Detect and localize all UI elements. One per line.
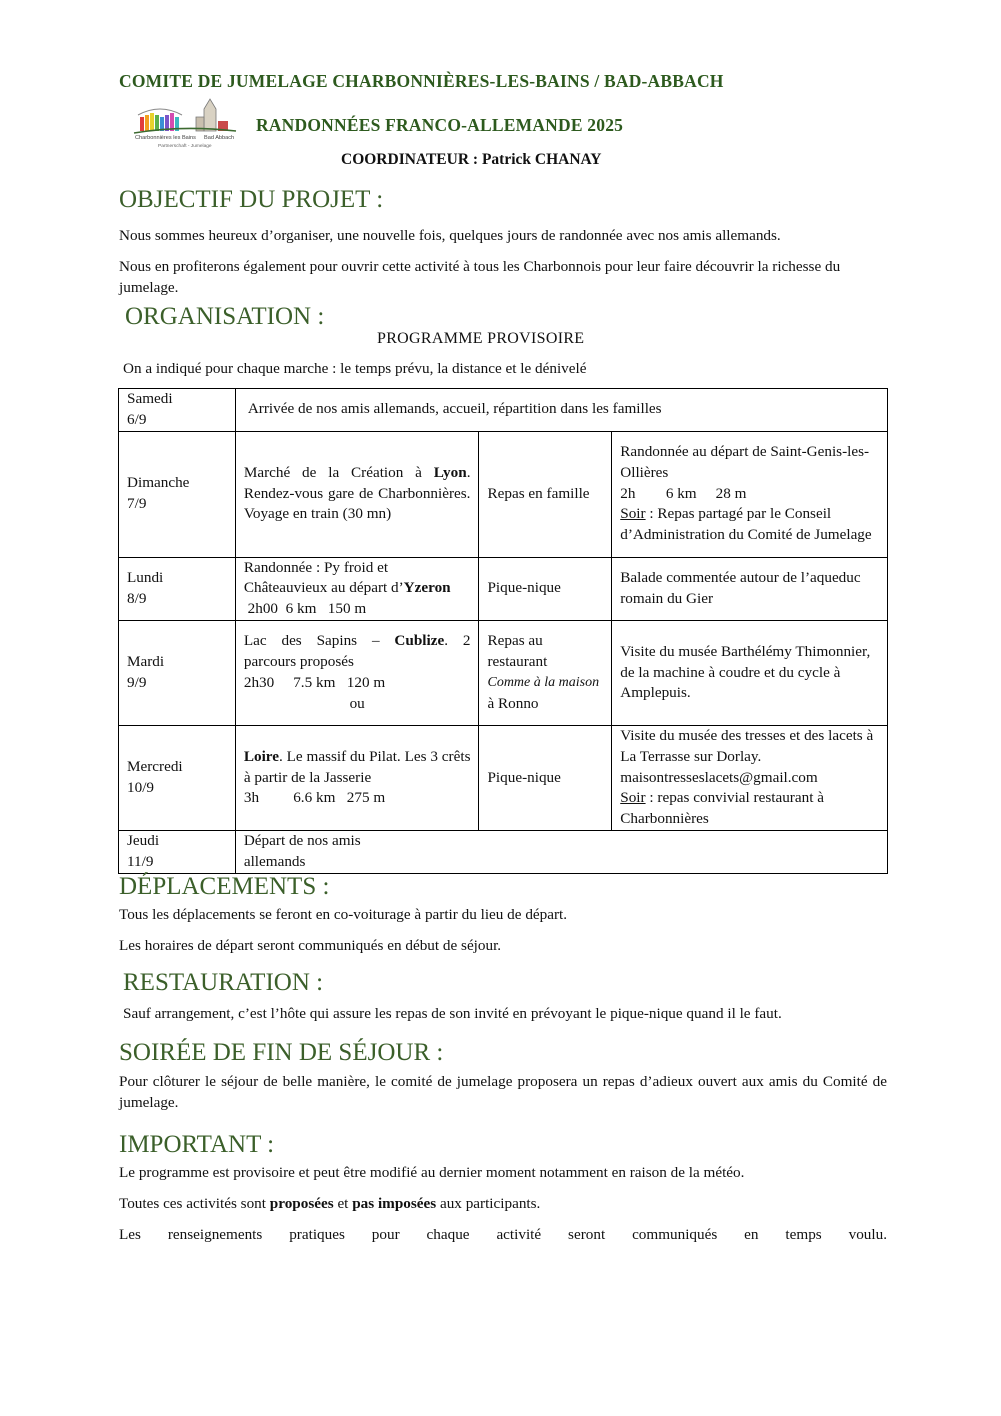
- table-row-jeudi: [119, 830, 888, 873]
- logo-right-text: Bad Abbach: [204, 135, 235, 141]
- table-row-lundi: [119, 557, 888, 620]
- activity-cell: Lac des Sapins – Cublize. 2 parcours proposés 2h30 7.5 km 120 m ou: [235, 620, 479, 725]
- activity-cell: Arrivée de nos amis allemands, accueil, répartition dans les familles: [235, 389, 887, 432]
- day-cell: Jeudi 11/9: [119, 830, 236, 873]
- day-cell: Lundi 8/9: [119, 557, 236, 620]
- deplacements-heading: DÉPLACEMENTS :: [119, 873, 330, 900]
- programme-note: On a indiqué pour chaque marche : le temps prévu, la distance et le dénivelé: [123, 360, 587, 377]
- important-paragraph-3: Les renseignements pratiques pour chaque activité seront communiqués en temps voulu.: [119, 1226, 887, 1243]
- day-cell: Mercredi 10/9: [119, 725, 236, 830]
- programme-title: PROGRAMME PROVISOIRE: [377, 330, 585, 347]
- activity-cell: Marché de la Création à Lyon. Rendez-vous gare de Charbonnières. Voyage en train (30 mn): [235, 431, 479, 557]
- soiree-heading: SOIRÉE DE FIN DE SÉJOUR :: [119, 1039, 444, 1066]
- table-row-mardi: [119, 620, 888, 725]
- email-link[interactable]: maisontresseslacets@gmail.com: [620, 768, 818, 786]
- meal-cell: Pique-nique: [479, 725, 612, 830]
- meal-cell: Repas au restaurant Comme à la maison à Ronno: [479, 620, 612, 725]
- objectif-paragraph-1: Nous sommes heureux d’organiser, une nouvelle fois, quelques jours de randonnée avec nos amis allemands.: [119, 227, 781, 244]
- table-row-mercredi: [119, 725, 888, 830]
- table-row-dimanche: [119, 431, 888, 557]
- meal-cell: Repas en famille: [479, 431, 612, 557]
- jumelage-logo: [132, 95, 242, 150]
- deplacements-paragraph-2: Les horaires de départ seront communiqués en début de séjour.: [119, 937, 502, 954]
- logo-left-text: Charbonnières les Bains: [135, 135, 196, 141]
- logo-bottom-text: Partnerschaft - Jumelage: [158, 144, 212, 149]
- extra-cell: Randonnée au départ de Saint-Genis-les-Ollières 2h 6 km 28 m Soir : Repas partagé par le Conseil d’Administration du Comité de Jumelage: [612, 431, 888, 557]
- day-cell: Mardi 9/9: [119, 620, 236, 725]
- programme-table: [118, 388, 888, 874]
- extra-cell: Balade commentée autour de l’aqueduc romain du Gier: [612, 557, 888, 620]
- objectif-paragraph-2: Nous en profiterons également pour ouvrir cette activité à tous les Charbonnois pour leur faire découvrir la richesse du jumelage.: [119, 258, 841, 296]
- important-heading: IMPORTANT :: [119, 1131, 275, 1158]
- soiree-paragraph: Pour clôturer le séjour de belle manière, le comité de jumelage proposera un repas d’adieux ouvert aux amis du Comité de jumelage.: [119, 1073, 887, 1111]
- deplacements-paragraph-1: Tous les déplacements se feront en co-voiturage à partir du lieu de départ.: [119, 906, 568, 923]
- activity-cell: Départ de nos amis allemands: [235, 830, 887, 873]
- day-cell: Dimanche 7/9: [119, 431, 236, 557]
- table-row-samedi: [119, 389, 888, 432]
- restauration-paragraph: Sauf arrangement, c’est l’hôte qui assure les repas de son invité en prévoyant le pique-nique quand il le faut.: [123, 1005, 782, 1022]
- organisation-heading: ORGANISATION :: [125, 303, 325, 330]
- extra-cell: Visite du musée des tresses et des lacets à La Terrasse sur Dorlay. maisontresseslacets@gmail.com Soir : repas convivial restaurant à Charbonnières: [612, 725, 888, 830]
- activity-cell: Randonnée : Py froid et Châteauvieux au départ d’Yzeron 2h00 6 km 150 m: [235, 557, 479, 620]
- important-paragraph-2: Toutes ces activités sont proposées et pas imposées aux participants.: [119, 1195, 541, 1212]
- restauration-heading: RESTAURATION :: [123, 969, 324, 996]
- extra-cell: Visite du musée Barthélémy Thimonnier, de la machine à coudre et du cycle à Amplepuis.: [612, 620, 888, 725]
- document-subtitle: RANDONNÉES FRANCO-ALLEMANDE 2025: [256, 115, 624, 135]
- objectif-heading: OBJECTIF DU PROJET :: [119, 186, 384, 213]
- document-title: COMITE DE JUMELAGE CHARBONNIÈRES-LES-BAINS / BAD-ABBACH: [119, 71, 724, 91]
- activity-cell: Loire. Le massif du Pilat. Les 3 crêts à partir de la Jasserie 3h 6.6 km 275 m: [235, 725, 479, 830]
- meal-cell: Pique-nique: [479, 557, 612, 620]
- day-cell: Samedi 6/9: [119, 389, 236, 432]
- coordinator: COORDINATEUR : Patrick CHANAY: [341, 151, 602, 168]
- important-paragraph-1: Le programme est provisoire et peut être modifié au dernier moment notamment en raison de la météo.: [119, 1164, 745, 1181]
